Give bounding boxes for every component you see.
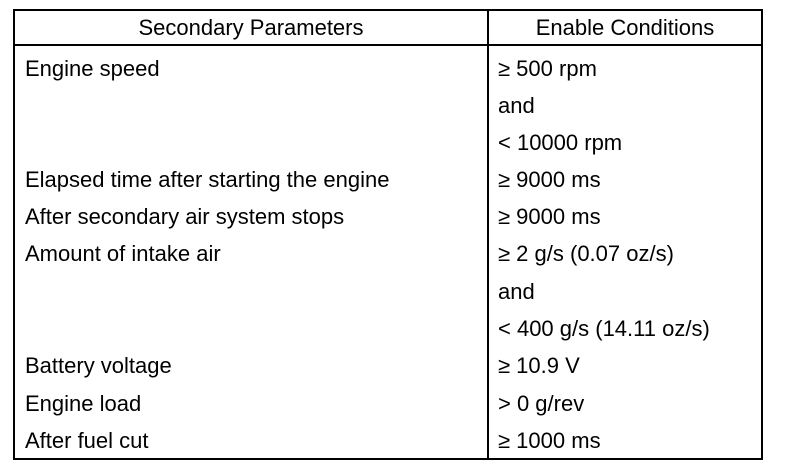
cond-engine-speed-and: and	[498, 93, 535, 118]
cond-intake-air-min: ≥ 2 g/s (0.07 oz/s)	[498, 241, 674, 266]
param-engine-speed: Engine speed	[25, 56, 160, 81]
param-elapsed-time: Elapsed time after starting the engine	[25, 167, 390, 192]
enable-conditions-table	[13, 9, 763, 460]
cond-engine-speed-max: < 10000 rpm	[498, 130, 623, 155]
cond-intake-air-max: < 400 g/s (14.11 oz/s)	[498, 316, 710, 341]
header-secondary-parameters: Secondary Parameters	[138, 15, 364, 40]
column-divider	[487, 11, 489, 458]
param-after-fuel-cut: After fuel cut	[25, 428, 149, 453]
cond-battery-voltage: ≥ 10.9 V	[498, 353, 580, 378]
header-divider	[15, 44, 761, 46]
param-engine-load: Engine load	[25, 391, 142, 416]
cond-after-fuel-cut: ≥ 1000 ms	[498, 428, 601, 453]
param-battery-voltage: Battery voltage	[25, 353, 172, 378]
cond-secondary-air-stops: ≥ 9000 ms	[498, 204, 601, 229]
header-enable-conditions: Enable Conditions	[535, 15, 715, 40]
cond-elapsed-time: ≥ 9000 ms	[498, 167, 601, 192]
cond-engine-load: > 0 g/rev	[498, 391, 585, 416]
cond-engine-speed-min: ≥ 500 rpm	[498, 56, 597, 81]
param-secondary-air-stops: After secondary air system stops	[25, 204, 345, 229]
cond-intake-air-and: and	[498, 279, 535, 304]
param-intake-air: Amount of intake air	[25, 241, 221, 266]
